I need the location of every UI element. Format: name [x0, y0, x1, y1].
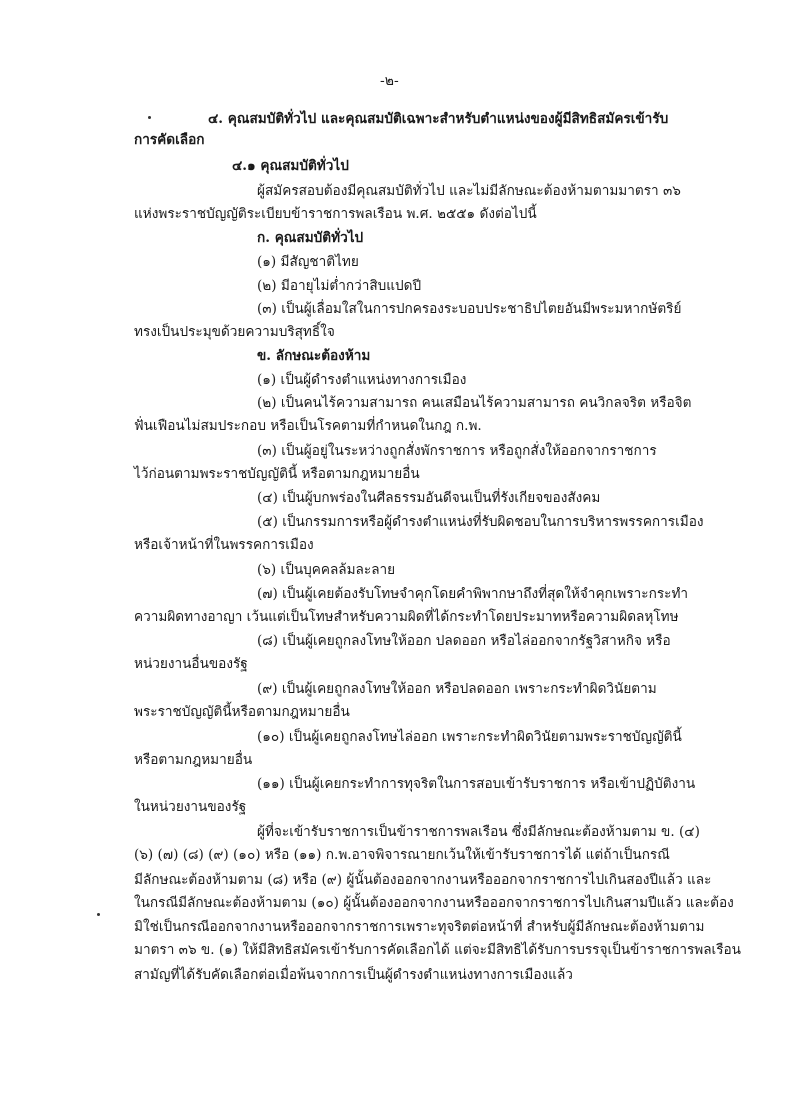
prohibited-item-7-line1: (๗) เป็นผู้เคยต้องรับโทษจำคุกโดยคำพิพากษาถึงที่สุดให้จำคุกเพราะกระทำ [257, 586, 689, 602]
prohibited-item-10-line1: (๑๐) เป็นผู้เคยถูกลงโทษไล่ออก เพราะกระทำผิดวินัยตามพระราชบัญญัตินี้ [257, 729, 682, 745]
prohibited-item-2-line1: (๒) เป็นคนไร้ความสามารถ คนเสมือนไร้ความสามารถ คนวิกลจริต หรือจิต [257, 395, 692, 411]
closing-paragraph-line1: ผู้ที่จะเข้ารับราชการเป็นข้าราชการพลเรือน ซึ่งมีลักษณะต้องห้ามตาม ข. (๔) [257, 824, 700, 840]
prohibited-item-5-line2: หรือเจ้าหน้าที่ในพรรคการเมือง [134, 537, 314, 553]
section-4-1-intro-line1: ผู้สมัครสอบต้องมีคุณสมบัติทั่วไป และไม่มีลักษณะต้องห้ามตามมาตรา ๓๖ [257, 183, 681, 199]
prohibited-item-8-line2: หน่วยงานอื่นของรัฐ [134, 656, 248, 672]
scan-speck [97, 913, 100, 916]
closing-paragraph-line4: ในกรณีมีลักษณะต้องห้ามตาม (๑๐) ผู้นั้นต้องออกจากงานหรือออกจากราชการไปเกินสามปีแล้ว และต้อง [134, 895, 734, 911]
prohibited-item-9-line2: พระราชบัญญัตินี้หรือตามกฎหมายอื่น [134, 704, 350, 720]
prohibited-item-8-line1: (๘) เป็นผู้เคยถูกลงโทษให้ออก ปลดออก หรือไล่ออกจากรัฐวิสาหกิจ หรือ [257, 633, 671, 649]
section-4-heading-line1: ๔. คุณสมบัติทั่วไป และคุณสมบัติเฉพาะสำหรับตำแหน่งของผู้มีสิทธิสมัครเข้ารับ [208, 111, 669, 127]
scan-speck [148, 116, 151, 119]
prohibited-item-6: (๖) เป็นบุคคลล้มละลาย [257, 562, 396, 578]
general-item-2: (๒) มีอายุไม่ต่ำกว่าสิบแปดปี [257, 278, 422, 294]
prohibited-item-3-line1: (๓) เป็นผู้อยู่ในระหว่างถูกสั่งพักราชการ หรือถูกสั่งให้ออกจากราชการ [257, 443, 657, 459]
closing-paragraph-line5: มิใช่เป็นกรณีออกจากงานหรือออกจากราชการเพราะทุจริตต่อหน้าที่ สำหรับผู้มีลักษณะต้องห้ามตาม [134, 919, 705, 935]
closing-paragraph-line7: สามัญที่ได้รับคัดเลือกต่อเมื่อพ้นจากการเป็นผู้ดำรงตำแหน่งทางการเมืองแล้ว [134, 967, 573, 983]
prohibited-item-4: (๔) เป็นผู้บกพร่องในศีลธรรมอันดีจนเป็นที่รังเกียจของสังคม [257, 490, 601, 506]
general-item-1: (๑) มีสัญชาติไทย [257, 254, 359, 270]
section-4-1-intro-line2: แห่งพระราชบัญญัติระเบียบข้าราชการพลเรือน พ.ศ. ๒๕๕๑ ดังต่อไปนี้ [134, 206, 537, 222]
prohibited-item-11-line1: (๑๑) เป็นผู้เคยกระทำการทุจริตในการสอบเข้ารับราชการ หรือเข้าปฏิบัติงาน [257, 776, 696, 792]
prohibited-item-7-line2: ความผิดทางอาญา เว้นแต่เป็นโทษสำหรับความผิดที่ได้กระทำโดยประมาทหรือความผิดลหุโทษ [134, 609, 679, 625]
prohibited-heading: ข. ลักษณะต้องห้าม [257, 348, 371, 364]
prohibited-item-11-line2: ในหน่วยงานของรัฐ [134, 799, 247, 815]
prohibited-item-1: (๑) เป็นผู้ดำรงตำแหน่งทางการเมือง [257, 372, 467, 388]
closing-paragraph-line3: มีลักษณะต้องห้ามตาม (๘) หรือ (๙) ผู้นั้นต้องออกจากงานหรือออกจากราชการไปเกินสองปีแล้ว และ [134, 872, 712, 888]
general-item-3-line1: (๓) เป็นผู้เลื่อมใสในการปกครองระบอบประชาธิปไตยอันมีพระมหากษัตริย์ [257, 301, 682, 317]
general-item-3-line2: ทรงเป็นประมุขด้วยความบริสุทธิ์ใจ [134, 324, 335, 340]
prohibited-item-3-line2: ไว้ก่อนตามพระราชบัญญัตินี้ หรือตามกฎหมายอื่น [134, 466, 420, 482]
page-number: -๒- [380, 73, 399, 89]
closing-paragraph-line2: (๖) (๗) (๘) (๙) (๑๐) หรือ (๑๑) ก.พ.อาจพิจารณายกเว้นให้เข้ารับราชการได้ แต่ถ้าเป็นกรณี [134, 847, 670, 863]
prohibited-item-10-line2: หรือตามกฎหมายอื่น [134, 752, 253, 768]
general-qualifications-heading: ก. คุณสมบัติทั่วไป [257, 230, 364, 246]
section-4-heading-line2: การคัดเลือก [134, 132, 205, 148]
prohibited-item-2-line2: ฟั่นเฟือนไม่สมประกอบ หรือเป็นโรคตามที่กำหนดในกฎ ก.พ. [134, 418, 482, 434]
prohibited-item-9-line1: (๙) เป็นผู้เคยถูกลงโทษให้ออก หรือปลดออก เพราะกระทำผิดวินัยตาม [257, 681, 657, 697]
section-4-1-heading: ๔.๑ คุณสมบัติทั่วไป [232, 158, 349, 174]
prohibited-item-5-line1: (๕) เป็นกรรมการหรือผู้ดำรงตำแหน่งที่รับผิดชอบในการบริหารพรรคการเมือง [257, 514, 704, 530]
closing-paragraph-line6: มาตรา ๓๖ ข. (๑) ให้มีสิทธิสมัครเข้ารับการคัดเลือกได้ แต่จะมีสิทธิได้รับการบรรจุเป็นข้าราชการพลเรือน [134, 942, 741, 958]
